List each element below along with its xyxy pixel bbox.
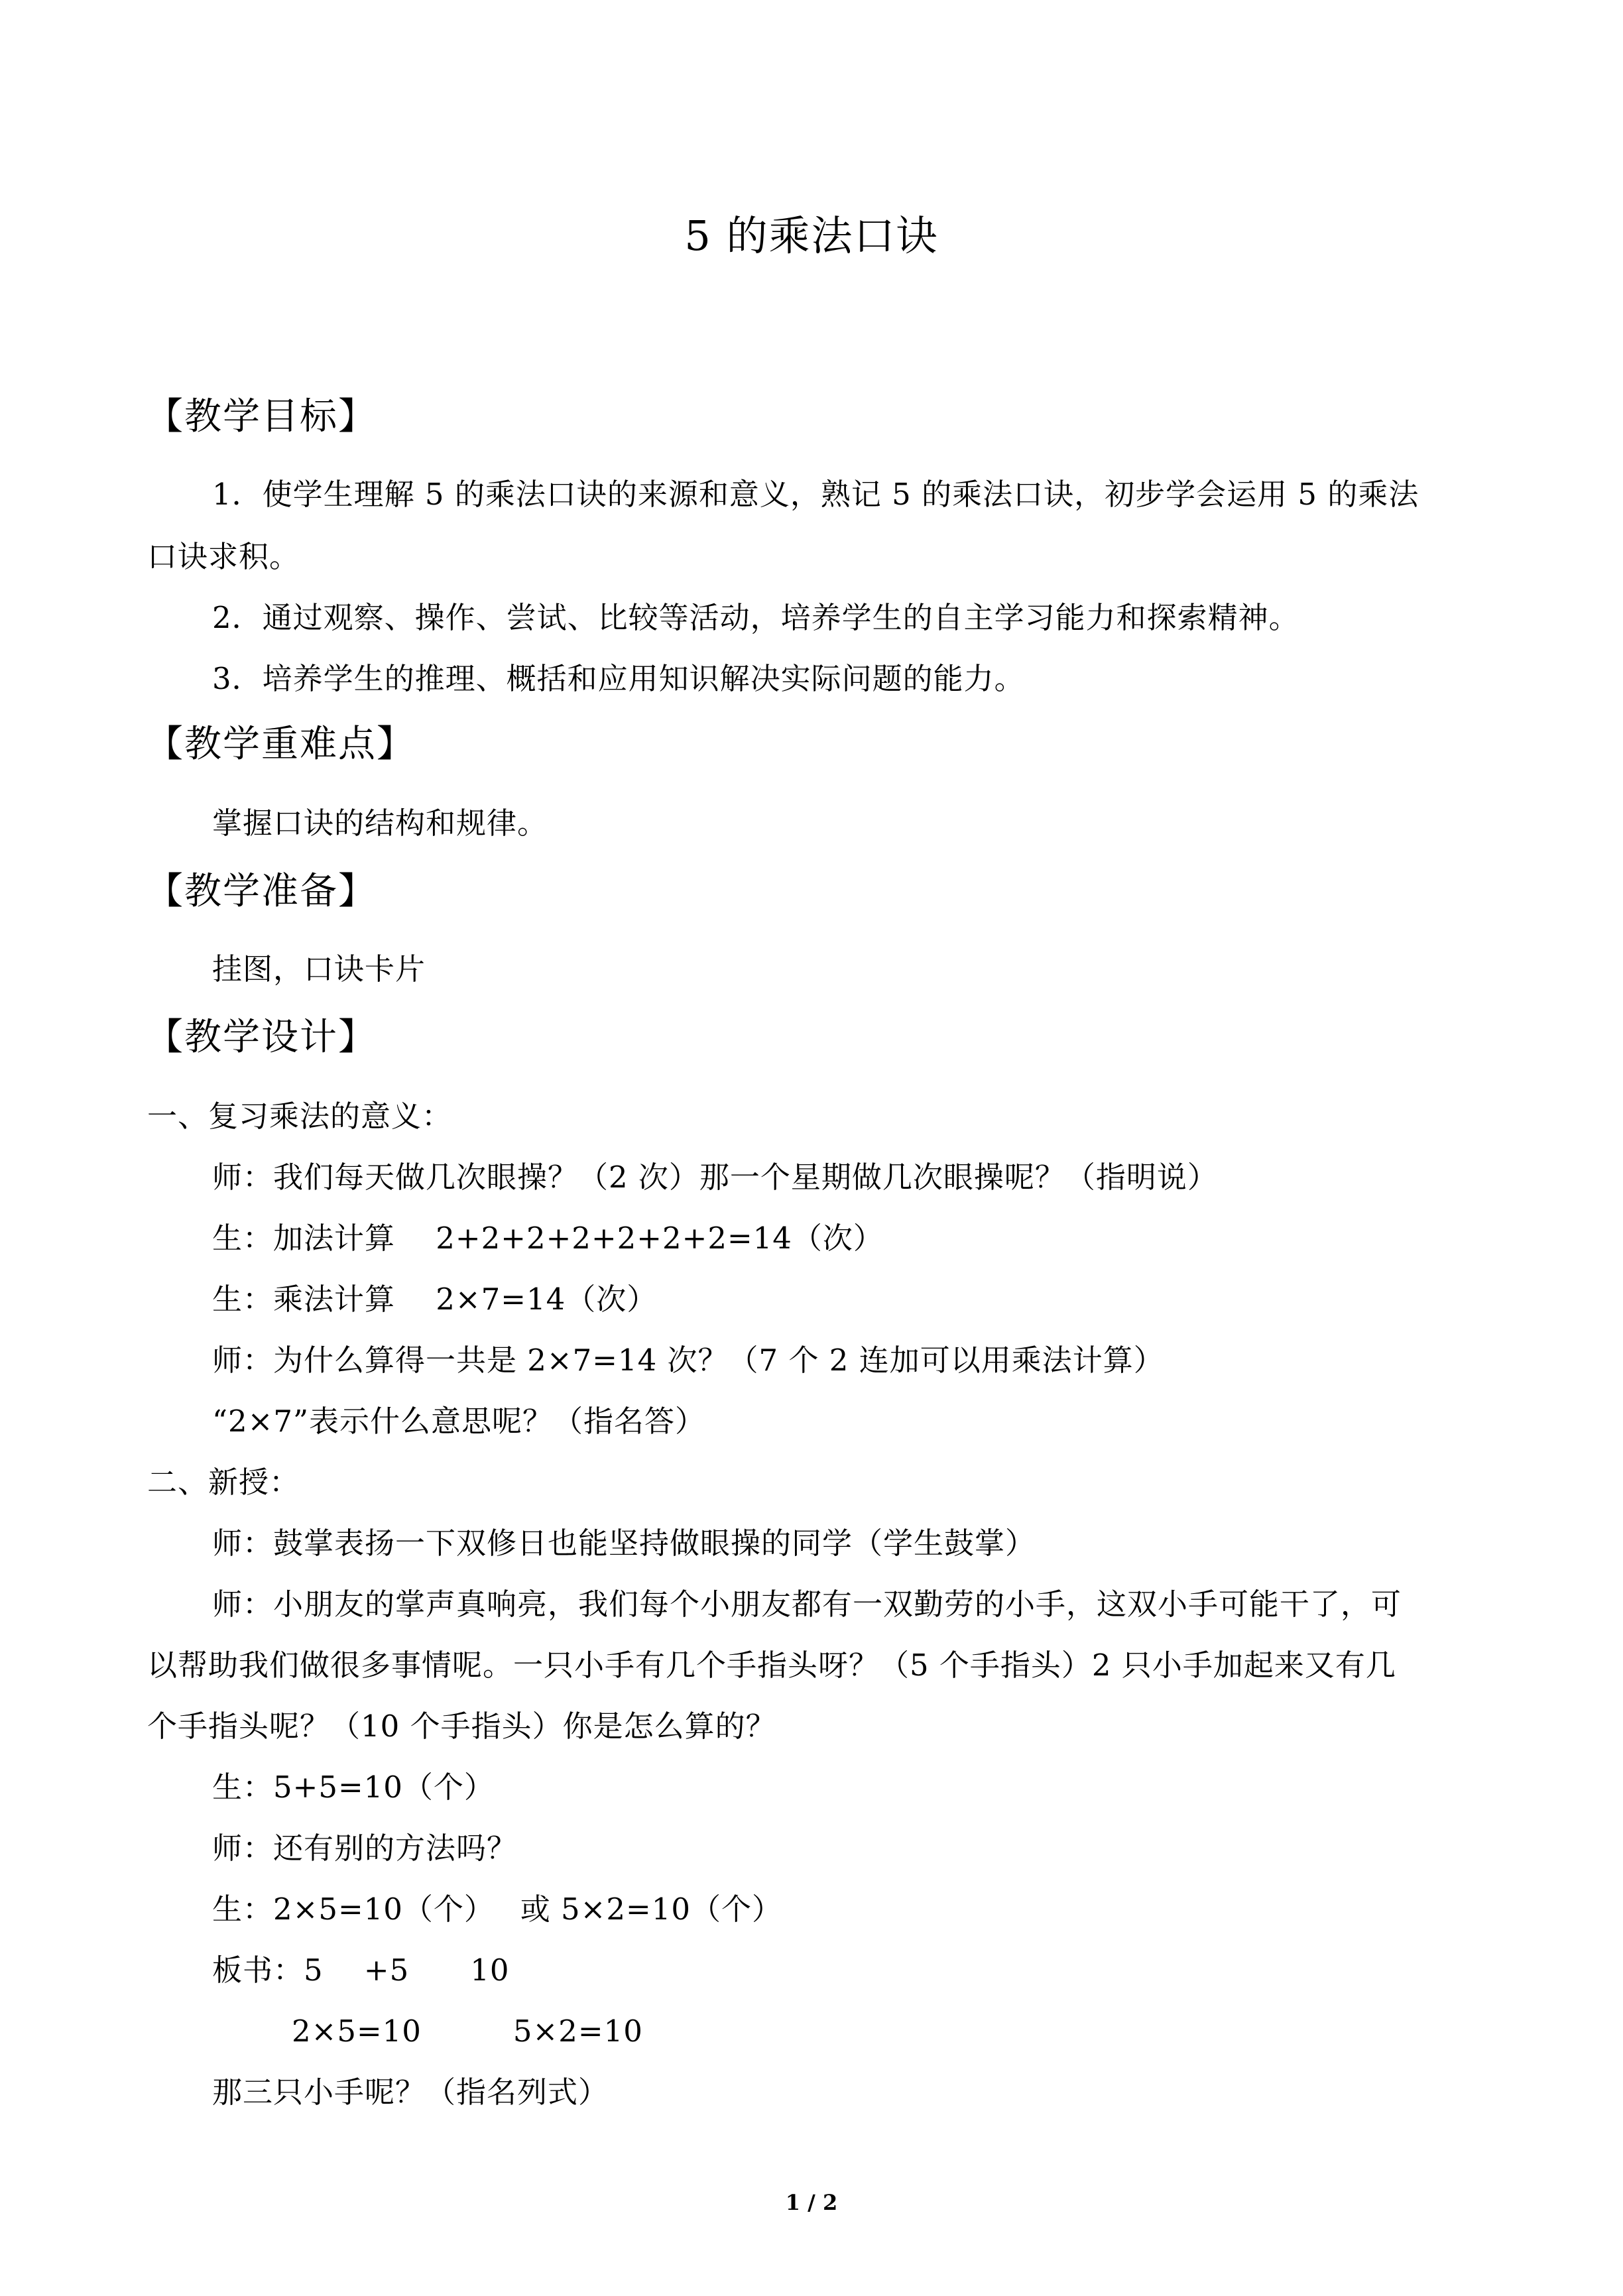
key-points-text: 掌握口诀的结构和规律。 bbox=[212, 806, 548, 841]
design-line: 那三只小手呢？（指名列式） bbox=[212, 2075, 609, 2110]
heading-key-points: 【教学重难点】 bbox=[146, 723, 415, 766]
objective-line-1-cont: 口诀求积。 bbox=[147, 539, 300, 574]
design-line: 板书：5 +5 10 bbox=[212, 1953, 510, 1988]
page-number: 1 / 2 bbox=[785, 2190, 838, 2215]
design-line: 一、复习乘法的意义： bbox=[147, 1099, 453, 1134]
design-line: 生：2×5=10（个） 或 5×2=10（个） bbox=[212, 1892, 782, 1927]
design-line: 师：小朋友的掌声真响亮，我们每个小朋友都有一双勤劳的小手，这双小手可能干了，可 bbox=[212, 1587, 1402, 1622]
design-line: 师：我们每天做几次眼操？（2 次）那一个星期做几次眼操呢？（指明说） bbox=[212, 1160, 1218, 1195]
design-line: 个手指头呢？（10 个手指头）你是怎么算的？ bbox=[147, 1709, 776, 1744]
objective-line-2: 2．通过观察、操作、尝试、比较等活动，培养学生的自主学习能力和探索精神。 bbox=[212, 600, 1299, 635]
design-line: 以帮助我们做很多事情呢。一只小手有几个手指头呀？（5 个手指头）2 只小手加起来又有几 bbox=[147, 1648, 1396, 1683]
preparation-text: 挂图，口诀卡片 bbox=[212, 951, 426, 987]
design-line: 生：5+5=10（个） bbox=[212, 1770, 495, 1805]
design-line: 2×5=10 5×2=10 bbox=[292, 2014, 643, 2049]
heading-preparation: 【教学准备】 bbox=[146, 870, 377, 913]
design-line: 生：乘法计算 2×7=14（次） bbox=[212, 1282, 658, 1317]
objective-line-3: 3．培养学生的推理、概括和应用知识解决实际问题的能力。 bbox=[212, 661, 1025, 696]
design-line: 生：加法计算 2+2+2+2+2+2+2=14（次） bbox=[212, 1221, 884, 1256]
design-line: 师：鼓掌表扬一下双修日也能坚持做眼操的同学（学生鼓掌） bbox=[212, 1526, 1036, 1561]
design-line: 师：还有别的方法吗？ bbox=[212, 1831, 518, 1866]
document-title: 5 的乘法口诀 bbox=[684, 211, 939, 260]
design-line: “2×7”表示什么意思呢？（指名答） bbox=[212, 1404, 705, 1439]
heading-design: 【教学设计】 bbox=[146, 1016, 377, 1059]
objective-line-1: 1．使学生理解 5 的乘法口诀的来源和意义，熟记 5 的乘法口诀，初步学会运用 5 的乘法 bbox=[212, 477, 1419, 512]
design-line: 师：为什么算得一共是 2×7=14 次？（7 个 2 连加可以用乘法计算） bbox=[212, 1343, 1164, 1378]
heading-objectives: 【教学目标】 bbox=[146, 395, 377, 438]
design-line: 二、新授： bbox=[147, 1465, 300, 1500]
